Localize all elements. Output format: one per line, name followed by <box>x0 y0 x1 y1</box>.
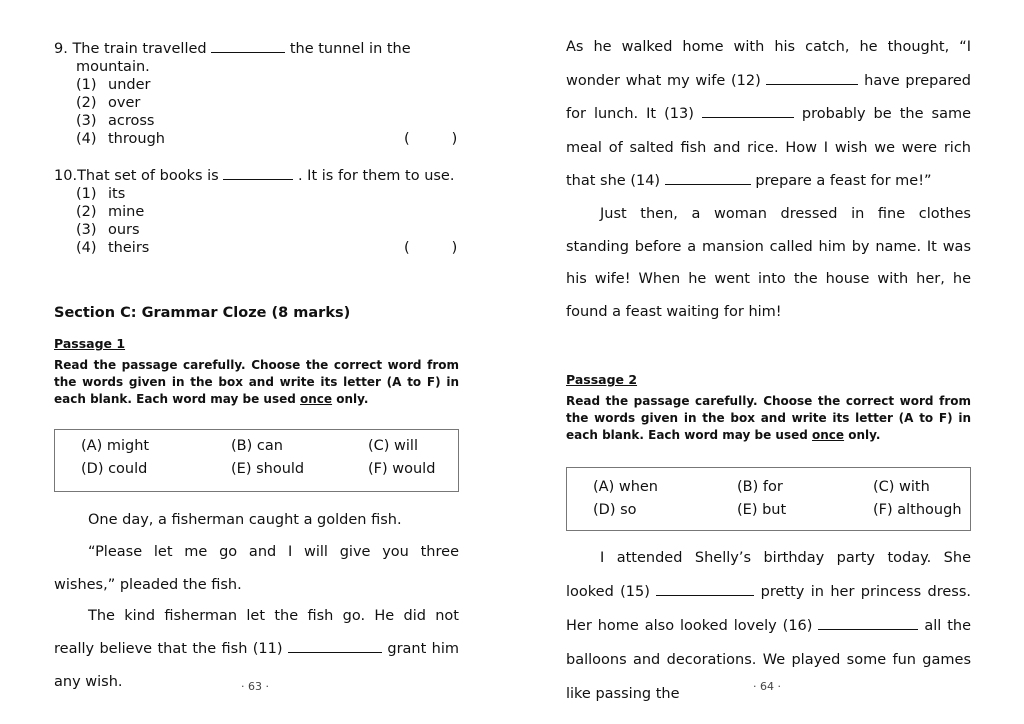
word-option: (B) for <box>737 479 783 495</box>
question-number: 10. <box>54 168 78 184</box>
passage-2-label: Passage 2 <box>566 372 638 387</box>
word-option: (C) will <box>368 438 418 454</box>
word-option: (A) when <box>593 479 659 495</box>
passage-paragraph: As he walked home with his catch, he thought, “I wonder what my wife (12) have prepared for lunch. It (13) probably be the same meal of salted fish and rice. How I wish we were rich that she (14) prepare a feast for me!” <box>566 39 972 189</box>
section-title: Section C: Grammar Cloze (8 marks) <box>54 305 351 321</box>
passage-paragraph: “Please let me go and I will give you three wishes,” pleaded the fish. <box>54 544 459 593</box>
answer-blank[interactable] <box>766 71 858 85</box>
word-box-2 <box>566 467 971 531</box>
question-text: the tunnel in the <box>289 41 411 57</box>
passage-1-label: Passage 1 <box>54 336 126 351</box>
word-option: (C) with <box>873 479 930 495</box>
question-text: That set of books is <box>77 168 219 184</box>
answer-parentheses[interactable]: ( ) <box>404 240 458 256</box>
answer-blank[interactable] <box>288 639 382 653</box>
passage-paragraph: One day, a fisherman caught a golden fish. <box>88 512 402 528</box>
option-3[interactable]: (3) ours <box>76 222 140 238</box>
word-option: (A) might <box>81 438 150 454</box>
option-1[interactable]: (1) under <box>76 77 151 93</box>
answer-blank[interactable] <box>818 616 918 630</box>
option-4[interactable]: (4) theirs ( ) <box>76 240 458 256</box>
passage-paragraph: The kind fisherman let the fish go. He did not really believe that the fish (11) grant him any wish. <box>54 608 460 690</box>
option-1[interactable]: (1) its <box>76 186 126 202</box>
answer-blank[interactable] <box>211 39 285 53</box>
word-option: (E) should <box>231 461 305 477</box>
word-option: (F) although <box>873 502 962 518</box>
answer-blank[interactable] <box>665 171 751 185</box>
word-option: (E) but <box>737 502 787 518</box>
word-option: (D) could <box>81 461 148 477</box>
question-text: mountain. <box>76 59 150 75</box>
passage-1-instructions: Read the passage carefully. Choose the correct word from the words given in the box and write its letter (A to F) in each blank. Each word may be used once only. <box>54 358 459 406</box>
passage-2-instructions: Read the passage carefully. Choose the correct word from the words given in the box and write its letter (A to F) in each blank. Each word may be used once only. <box>566 394 971 442</box>
page-number: · 63 · <box>241 680 269 693</box>
question-9 <box>54 39 464 148</box>
answer-blank[interactable] <box>656 582 754 596</box>
passage-paragraph: I attended Shelly’s birthday party today. She looked (15) pretty in her princess dress. Her home also looked lovely (16) all the balloons and decorations. We played some fun games like passing the <box>566 550 972 702</box>
answer-blank[interactable] <box>702 104 794 118</box>
question-10 <box>54 166 464 257</box>
passage-paragraph: Just then, a woman dressed in fine clothes standing before a mansion called him by name. It was his wife! When he went into the house with her, he found a feast waiting for him! <box>566 206 971 320</box>
page-number: · 64 · <box>753 680 781 693</box>
option-2[interactable]: (2) mine <box>76 204 145 220</box>
option-3[interactable]: (3) across <box>76 113 155 129</box>
question-number: 9. <box>54 41 68 57</box>
word-box-1 <box>54 429 459 492</box>
right-page <box>512 0 1024 724</box>
word-option: (B) can <box>231 438 283 454</box>
option-2[interactable]: (2) over <box>76 95 141 111</box>
word-option: (D) so <box>593 502 637 518</box>
question-text: The train travelled <box>72 41 207 57</box>
answer-blank[interactable] <box>223 166 293 180</box>
option-4[interactable]: (4) through ( ) <box>76 131 458 147</box>
answer-parentheses[interactable]: ( ) <box>404 131 458 147</box>
question-text: . It is for them to use. <box>297 168 455 184</box>
word-option: (F) would <box>368 461 436 477</box>
